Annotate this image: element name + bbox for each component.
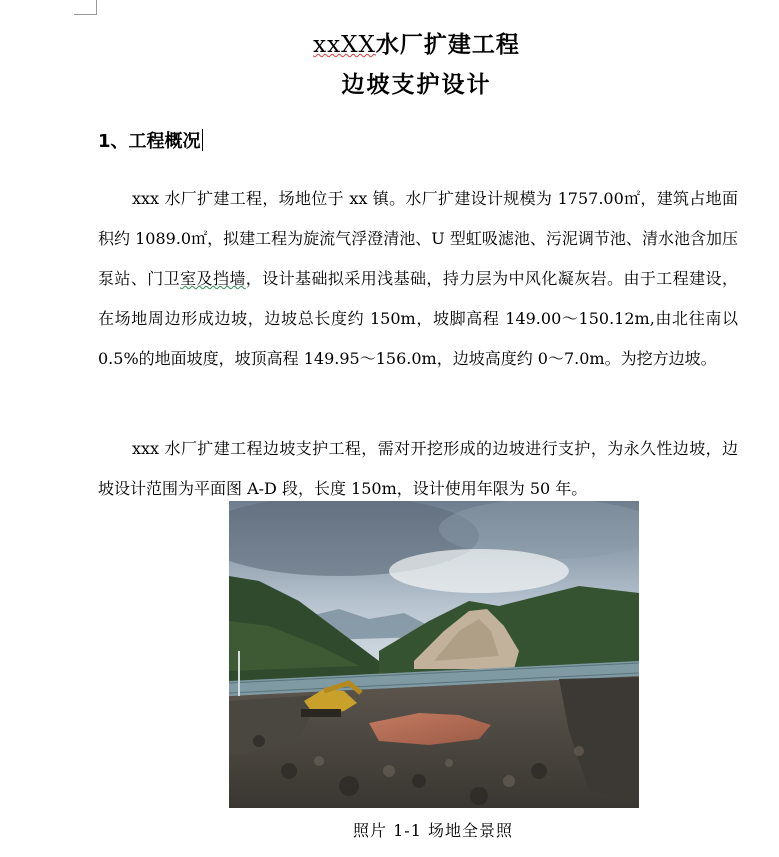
section-heading-text: 1、工程概况	[98, 131, 201, 152]
paragraph1-run1: xxx 水厂扩建工程，场地位于 xx 镇。水厂扩建设计规模为 1757.00㎡，建筑占地面积约 1089.0㎡，拟建工程为旋流气浮澄清池、U 型虹吸滤池、污泥调节池、清水池含加压泵站、门卫	[98, 189, 738, 288]
paragraph-scope	[98, 429, 738, 509]
paragraph1-run2: ，设计基础拟采用浅基础，持力层为中风化凝灰岩。由于工程建设，在场地周边形成边坡，边坡总长度约 150m，坡脚高程 149.00～150.12m,由北往南以 0.5%的地面坡度，坡顶高程 149.95～156.0m，边坡高度约 0～7.0m。为挖方边坡。	[98, 269, 738, 368]
document-subtitle: 边坡支护设计	[341, 71, 492, 98]
paragraph-overview	[98, 179, 738, 379]
page-corner-mark	[74, 0, 97, 15]
text-cursor	[202, 129, 203, 151]
photo-caption: 照片 1-1 场地全景照	[353, 821, 513, 840]
title-main: 水厂扩建工程	[375, 31, 520, 58]
title-prefix: xxXX	[313, 32, 376, 58]
paragraph1-spellcheck-run: 室及挡墙	[180, 269, 246, 288]
site-panorama-photo	[229, 501, 639, 808]
paragraph2-text: xxx 水厂扩建工程边坡支护工程，需对开挖形成的边坡进行支护，为永久性边坡，边坡设计范围为平面图 A-D 段，长度 150m，设计使用年限为 50 年。	[98, 439, 738, 498]
document-title	[0, 26, 779, 59]
section-heading	[98, 127, 203, 153]
